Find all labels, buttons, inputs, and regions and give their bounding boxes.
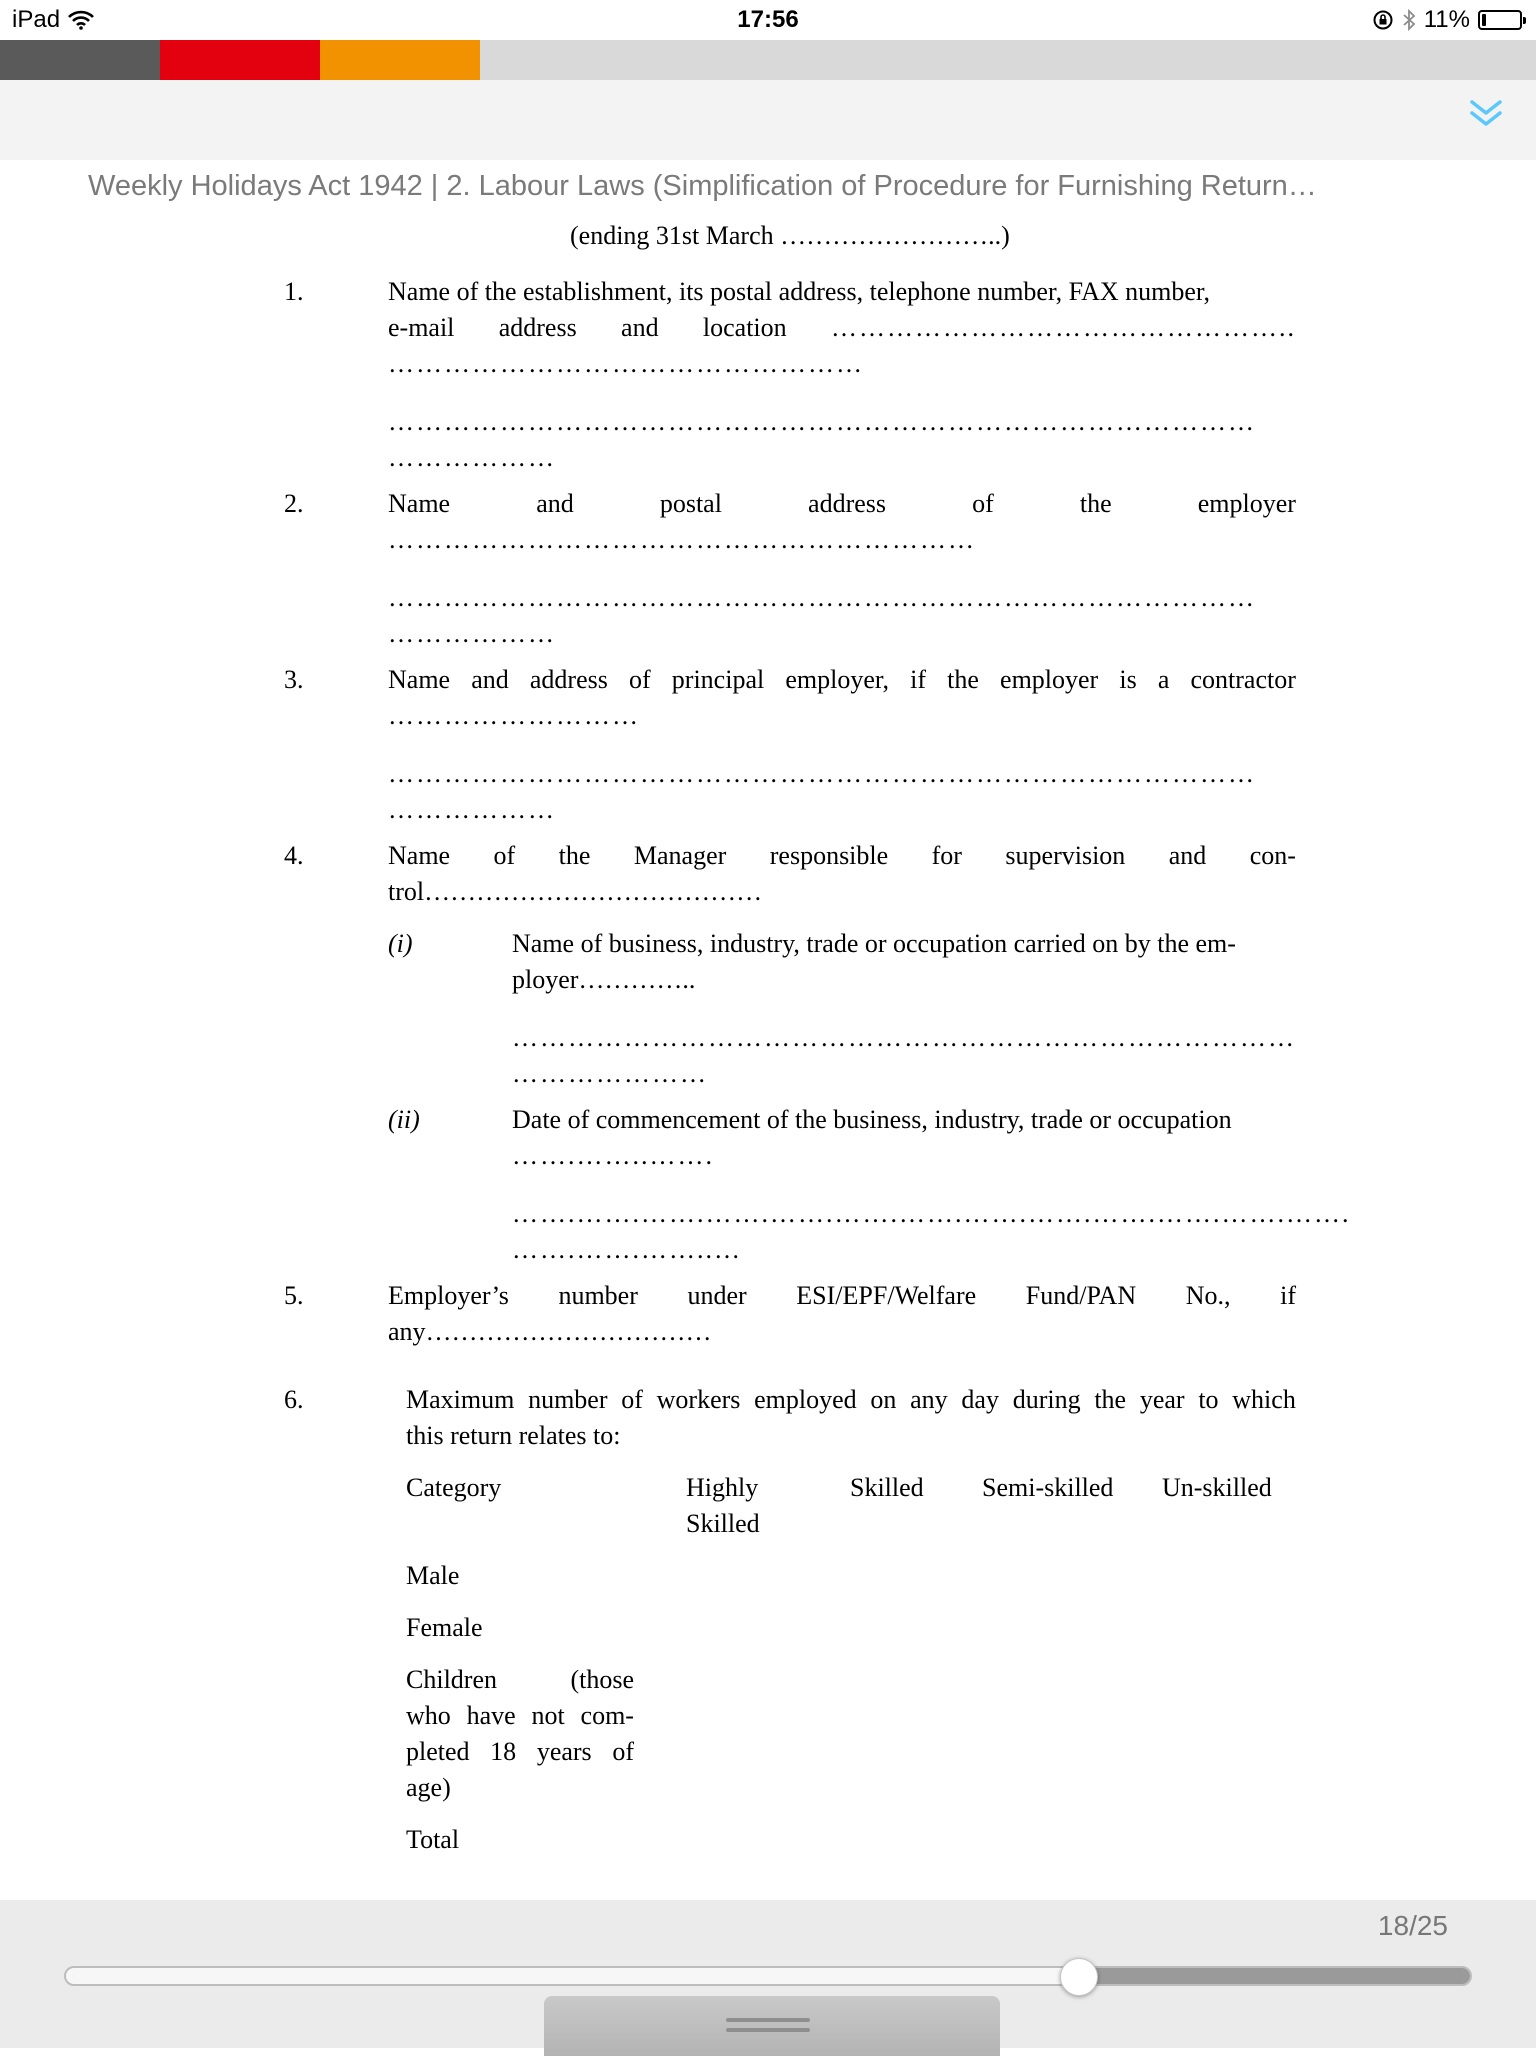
grip-line <box>726 2028 810 2032</box>
item5-line1 <box>388 1278 1296 1314</box>
status-bar <box>0 0 1536 40</box>
word: and <box>621 313 659 342</box>
word: address <box>498 313 577 342</box>
word: of <box>972 489 994 518</box>
word: Name <box>388 665 451 694</box>
word: employer <box>1000 665 1099 694</box>
page-slider-track[interactable] <box>64 1966 1472 1986</box>
word: supervision <box>1005 841 1126 870</box>
clock: 17:56 <box>737 6 799 33</box>
word: the <box>558 841 591 870</box>
table-row-male: Male <box>406 1561 460 1590</box>
word: address <box>808 489 887 518</box>
word: for <box>931 841 962 870</box>
item6-line2: this return relates to: <box>406 1421 621 1450</box>
fill-dots: ………………………………………………………………………………… <box>388 759 1256 788</box>
word: Fund/PAN <box>1025 1281 1137 1310</box>
word: contractor <box>1190 665 1296 694</box>
word: have <box>466 1701 516 1730</box>
word: years <box>536 1737 592 1766</box>
page-slider-knob[interactable] <box>1060 1958 1098 1996</box>
word: Maximum <box>406 1385 515 1414</box>
word: com- <box>580 1701 634 1730</box>
item-number: 5. <box>284 1281 304 1310</box>
word: of <box>612 1737 634 1766</box>
word: on <box>870 1385 897 1414</box>
word: to <box>1198 1385 1219 1414</box>
rotation-lock-icon <box>1372 9 1394 31</box>
word: not <box>531 1701 565 1730</box>
word: workers <box>656 1385 741 1414</box>
subitem-text: ployer………….. <box>512 965 696 994</box>
table-header-highly: Highly <box>686 1473 759 1502</box>
device-name: iPad <box>12 6 61 33</box>
fill-dots: ………………………………………………………………………… <box>512 1023 1296 1052</box>
item-number: 1. <box>284 277 304 306</box>
bluetooth-icon <box>1402 8 1416 32</box>
word: Name <box>388 841 451 870</box>
word: Children <box>406 1665 497 1694</box>
word: and <box>536 489 574 518</box>
word: No., <box>1185 1281 1231 1310</box>
subitem-text: Name of business, industry, trade or occupation carried on by the em- <box>512 929 1236 958</box>
drawer-handle[interactable] <box>544 1996 1000 2056</box>
fill-dots: ……………… <box>388 443 556 472</box>
word: Name <box>388 489 451 518</box>
color-segment-red <box>160 40 320 80</box>
word: during <box>1012 1385 1081 1414</box>
word: day <box>961 1385 999 1414</box>
fill-dots: ……………… <box>388 619 556 648</box>
table-header-category: Category <box>406 1473 502 1502</box>
fill-dots: …….……..……. <box>512 1141 714 1170</box>
fill-dots: ……………………………………………………… <box>388 525 976 554</box>
chevron-double-down-icon[interactable] <box>1464 90 1508 134</box>
table-row-children-line2 <box>406 1698 634 1734</box>
item1-text: Name of the establishment, its postal address, telephone number, FAX number, <box>388 277 1211 306</box>
item4-line1 <box>388 838 1296 874</box>
word: the <box>947 665 979 694</box>
table-header-skilled: Skilled <box>850 1473 924 1502</box>
word: the <box>1094 1385 1127 1414</box>
word: e-mail <box>388 313 455 342</box>
fill-dots: ……………… <box>388 795 556 824</box>
word: principal <box>671 665 765 694</box>
table-row-children <box>406 1662 634 1698</box>
word: the <box>1079 489 1112 518</box>
item-number: 4. <box>284 841 304 870</box>
table-header-highly-skilled: Skilled <box>686 1509 760 1538</box>
color-segment-orange <box>320 40 480 80</box>
battery-icon <box>1478 10 1522 30</box>
document-page <box>0 200 1536 1900</box>
item2-line1 <box>388 486 1296 522</box>
table-row-total: Total <box>406 1825 460 1854</box>
word: and <box>471 665 509 694</box>
word: number <box>558 1281 638 1310</box>
item3-line1 <box>388 662 1296 698</box>
word: of <box>493 841 516 870</box>
word: year <box>1139 1385 1185 1414</box>
word: of <box>621 1385 643 1414</box>
item6-line1 <box>406 1382 1296 1418</box>
word: who <box>406 1701 451 1730</box>
fill-dots: ………………… <box>512 1059 708 1088</box>
table-row-female: Female <box>406 1613 483 1642</box>
fill-dots: …….…….……..… <box>512 1235 742 1264</box>
word: a <box>1157 665 1170 694</box>
fill-dots: ………………………………………………………………………………… <box>388 407 1256 436</box>
page-indicator: 18/25 <box>1377 1910 1448 1941</box>
word: ESI/EPF/Welfare <box>796 1281 977 1310</box>
item-number: 3. <box>284 665 304 694</box>
item5-line2: any…………………………… <box>388 1317 712 1346</box>
fill-dots: …………………………………………… <box>388 349 864 378</box>
ending-line: (ending 31st March ……………………..) <box>570 221 1010 250</box>
table-header-semi-skilled: Semi-skilled <box>982 1473 1114 1502</box>
word: and <box>1168 841 1207 870</box>
word: con- <box>1249 841 1296 870</box>
word: Employer’s <box>388 1281 509 1310</box>
word: employer, <box>785 665 889 694</box>
subitem-label: (ii) <box>388 1105 420 1134</box>
subitem-label: (i) <box>388 929 413 958</box>
word: any <box>910 1385 948 1414</box>
fill-dots: ………………………………………………………………………………… <box>388 583 1256 612</box>
word: Manager <box>633 841 727 870</box>
table-row-children-line3 <box>406 1734 634 1770</box>
word: location <box>702 313 787 342</box>
item-number: 6. <box>284 1385 304 1414</box>
word: responsible <box>769 841 889 870</box>
item-number: 2. <box>284 489 304 518</box>
item1-line2 <box>388 310 1296 346</box>
word: pleted <box>406 1737 470 1766</box>
table-header-unskilled: Un-skilled <box>1162 1473 1272 1502</box>
word: is <box>1119 665 1137 694</box>
document-title: Weekly Holidays Act 1942 | 2. Labour Laws (Simplification of Procedure for Furnishing Return… <box>88 170 1317 202</box>
chapter-color-strip <box>0 40 1536 80</box>
battery-percent: 11% <box>1423 6 1470 33</box>
word: address <box>529 665 608 694</box>
word: 18 <box>490 1737 517 1766</box>
fill-dots: ……………………… <box>388 701 640 730</box>
word: which <box>1232 1385 1296 1414</box>
word: employed <box>754 1385 857 1414</box>
word: (those <box>570 1665 634 1694</box>
word: under <box>687 1281 747 1310</box>
word: if <box>1280 1281 1296 1310</box>
reader-toolbar <box>0 80 1536 160</box>
color-segment-grey <box>0 40 160 80</box>
word: of <box>629 665 651 694</box>
page-slider-fill <box>1076 1968 1470 1984</box>
word: postal <box>659 489 722 518</box>
item4-line2: trol………………………………… <box>388 877 763 906</box>
word: number <box>528 1385 608 1414</box>
word: if <box>910 665 927 694</box>
grip-line <box>726 2018 810 2022</box>
fill-dots: …….…….…….…….…….…….…….…….…….…….…….…….……. <box>512 1199 1351 1228</box>
word: employer <box>1197 489 1296 518</box>
fill-dots: ………………………………………….. <box>830 313 1296 342</box>
subitem-text: Date of commencement of the business, industry, trade or occupation <box>512 1105 1232 1134</box>
table-row-children-line4: age) <box>406 1773 451 1802</box>
status-right <box>1372 6 1522 34</box>
